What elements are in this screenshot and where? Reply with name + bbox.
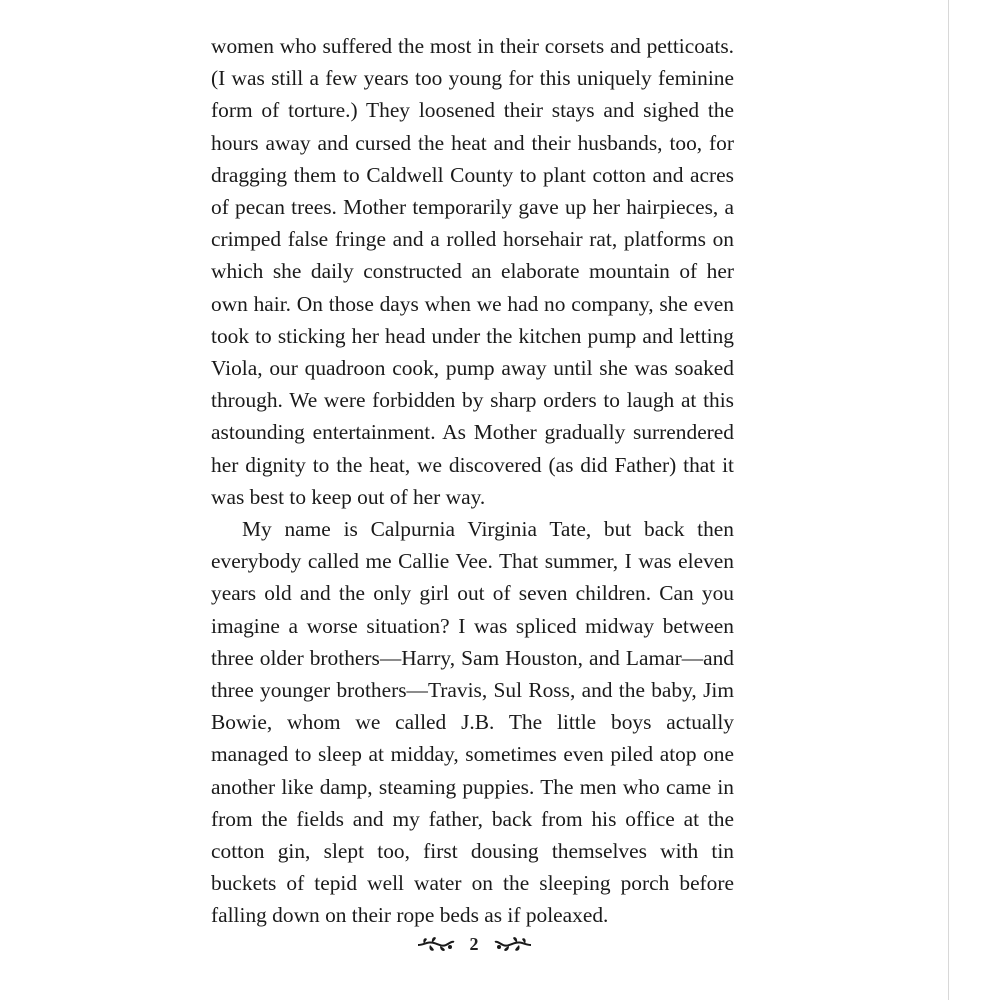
floral-vine-right-icon bbox=[493, 933, 533, 955]
body-text bbox=[211, 30, 734, 932]
page-edge-divider bbox=[948, 0, 949, 1000]
floral-vine-left-icon bbox=[416, 933, 456, 955]
paragraph-continued: women who suffered the most in their corsets and petticoats. (I was still a few years too young for this uniquely feminine form of torture.) They loosened their stays and sighed the hours away and cursed the heat and their husbands, too, for dragging them to Caldwell County to plant cotton and acres of pecan trees. Mother temporarily gave up her hairpieces, a crimped false fringe and a rolled horsehair rat, platforms on which she daily constructed an elaborate mountain of her own hair. On those days when we had no company, she even took to sticking her head under the kitchen pump and letting Viola, our quadroon cook, pump away until she was soaked through. We were forbidden by sharp orders to laugh at this astounding entertainment. As Mother gradually surrendered her dignity to the heat, we discovered (as did Father) that it was best to keep out of her way. bbox=[211, 34, 734, 509]
paragraph: My name is Calpurnia Virginia Tate, but back then everybody called me Callie Vee. That summer, I was eleven years old and the only girl out of seven children. Can you imagine a worse situation? I was spliced midway between three older brothers—Harry, Sam Houston, and Lamar—and three younger brothers—Travis, Sul Ross, and the baby, Jim Bowie, whom we called J.B. The little boys actually managed to sleep at midday, sometimes even piled atop one another like damp, steaming puppies. The men who came in from the fields and my father, back from his office at the cotton gin, slept too, first dousing themselves with tin buckets of tepid well water on the sleeping porch before falling down on their rope beds as if poleaxed. bbox=[211, 517, 734, 928]
page-footer bbox=[0, 927, 948, 961]
page-number: 2 bbox=[469, 934, 479, 954]
